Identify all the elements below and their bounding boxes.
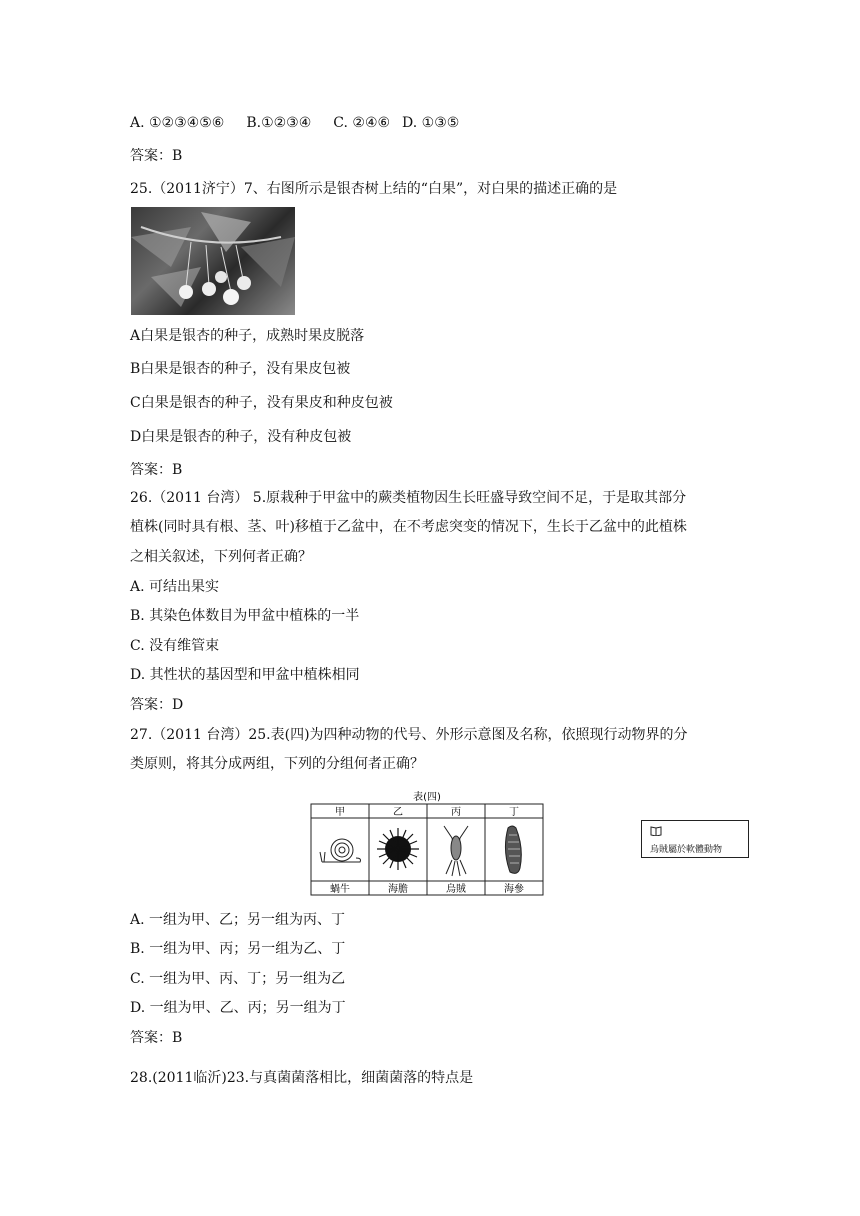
prev-options-row [130, 114, 459, 132]
code-jia: 甲 [335, 807, 345, 818]
q26-answer: 答案：D [130, 697, 184, 713]
q26-option-a: A. 可结出果实 [130, 579, 220, 595]
prev-answer: 答案：B [130, 148, 183, 164]
name-sea-urchin: 海膽 [388, 884, 408, 895]
q26-stem-line-1: 26.（2011 台湾） 5.原栽种于甲盆中的蕨类植物因生长旺盛导致空间不足，于是取其部分 [130, 490, 687, 506]
option-a: A. ①②③④⑤⑥ [130, 115, 225, 131]
q25-answer: 答案：B [130, 462, 183, 478]
q27-option-d: D. 一组为甲、乙、丙；另一组为丁 [130, 1000, 346, 1016]
option-c: C. ②④⑥ [333, 115, 391, 131]
q25-option-d: D白果是银杏的种子，没有种皮包被 [130, 429, 352, 445]
option-b: B.①②③④ [246, 115, 312, 131]
q27-stem-line-2: 类原则，将其分成两组，下列的分组何者正确？ [130, 756, 424, 772]
q25-stem: 25.（2011济宁）7、右图所示是银杏树上结的“白果”，对白果的描述正确的是 [130, 181, 618, 197]
q27-option-b: B. 一组为甲、丙；另一组为乙、丁 [130, 941, 346, 957]
code-ding: 丁 [509, 807, 519, 818]
name-squid: 烏賊 [446, 884, 466, 895]
name-snail: 蝸牛 [330, 884, 350, 895]
note-box [641, 820, 749, 858]
name-sea-cucumber: 海參 [504, 884, 524, 895]
q27-stem-line-1: 27.（2011 台湾）25.表(四)为四种动物的代号、外形示意图及名称，依照现行动物界的分 [130, 727, 688, 743]
q26-option-c: C. 没有维管束 [130, 638, 220, 654]
q27-option-a: A. 一组为甲、乙；另一组为丙、丁 [130, 912, 346, 928]
book-icon [650, 826, 662, 839]
sea-urchin-icon [377, 828, 419, 870]
note-text: 烏賊屬於軟體動物 [650, 845, 723, 855]
q26-option-d: D. 其性状的基因型和甲盆中植株相同 [130, 667, 360, 683]
q27-answer: 答案：B [130, 1030, 183, 1046]
animal-table-figure [310, 790, 544, 896]
option-d: D. ①③⑤ [402, 115, 460, 131]
q26-stem-line-2: 植株(同时具有根、茎、叶)移植于乙盆中，在不考虑突变的情况下，生长于乙盆中的此植株 [130, 519, 687, 535]
q26-stem-line-3: 之相关叙述，下列何者正确？ [130, 549, 312, 565]
code-yi: 乙 [393, 807, 403, 818]
ginkgo-photo [131, 207, 295, 315]
q25-option-b: B白果是银杏的种子，没有果皮包被 [130, 361, 351, 377]
q28-stem: 28.(2011临沂)23.与真菌菌落相比，细菌菌落的特点是 [130, 1070, 474, 1086]
q25-option-a: A白果是银杏的种子，成熟时果皮脱落 [130, 328, 365, 344]
table-caption: 表(四) [413, 792, 441, 803]
q27-option-c: C. 一组为甲、丙、丁；另一组为乙 [130, 971, 346, 987]
q26-option-b: B. 其染色体数目为甲盆中植株的一半 [130, 608, 360, 624]
q25-option-c: C白果是银杏的种子，没有果皮和种皮包被 [130, 395, 393, 411]
code-bing: 丙 [451, 807, 461, 818]
ginkgo-fruit-illustration [131, 207, 295, 315]
